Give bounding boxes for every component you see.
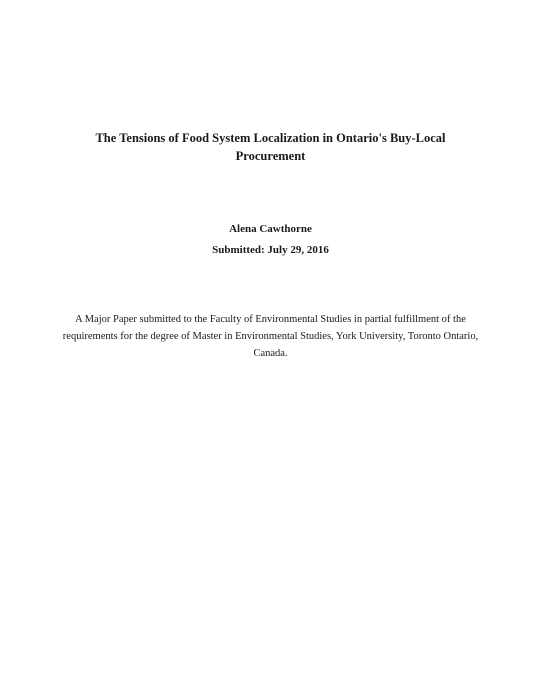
submission-date: Submitted: July 29, 2016 — [212, 244, 329, 256]
paper-description: A Major Paper submitted to the Faculty of Environmental Studies in partial fulfillment of the requirements for the degree of Master in Environmental Studies, York University, Toronto Ontario, Canada. — [62, 314, 479, 359]
author-name: Alena Cawthorne — [229, 223, 312, 235]
document-title: The Tensions of Food System Localization in Ontario's Buy-Local Procurement — [95, 131, 446, 163]
